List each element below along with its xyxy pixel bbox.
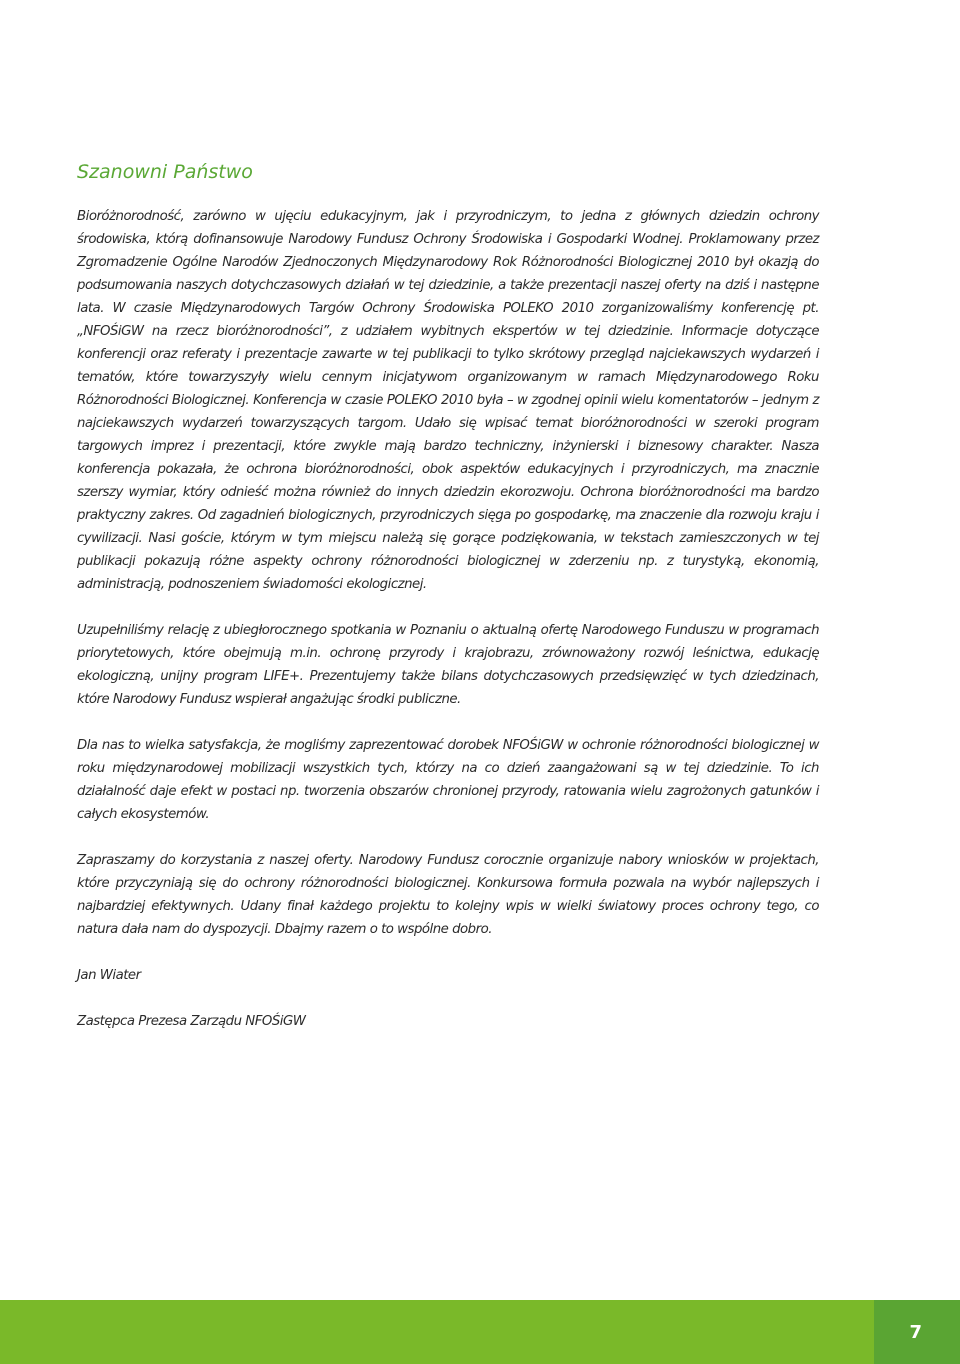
body-text — [77, 205, 819, 1033]
page-heading: Szanowni Państwo — [77, 161, 253, 183]
page-number: 7 — [909, 1322, 922, 1343]
paragraph-invitation: Zapraszamy do korzystania z naszej oferty. Narodowy Fundusz corocznie organizuje nabory wniosków w projektach, które przyczyniają się do ochrony różnorodności biologicznej. Konkursowa formuła pozwala na wybór najlepszych i najbardziej efektywnych. Udany finał każdego projektu to kolejny wpis w wielki światowy proces ochrony tego, co natura dała nam do dyspozycji. Dbajmy razem o to wspólne dobro. — [77, 853, 819, 937]
signature-name: Jan Wiater — [77, 968, 141, 983]
signature-title: Zastępca Prezesa Zarządu NFOŚiGW — [77, 1014, 306, 1029]
paragraph-intro: Bioróżnorodność, zarówno w ujęciu edukacyjnym, jak i przyrodniczym, to jedna z głównych dziedzin ochrony środowiska, którą dofinansowuje Narodowy Fundusz Ochrony Środowiska i Gospodarki Wodnej. Proklamowany przez Zgromadzenie Ogólne Narodów Zjednoczonych Międzynarodowy Rok Różnorodności Biologicznej 2010 był okazją do podsumowania naszych dotychczasowych działań w tej dziedzinie, a także prezentacji naszej oferty na dziś i następne lata. W czasie Międzynarodowych Targów Ochrony Środowiska POLEKO 2010 zorganizowaliśmy konferencję pt. „NFOŚiGW na rzecz bioróżnorodności”, z udziałem wybitnych ekspertów w tej dziedzinie. Informacje dotyczące konferencji oraz referaty i prezentacje zawarte w tej publikacji to tylko skrótowy przegląd najciekawszych wydarzeń i tematów, które towarzyszyły wielu cennym inicjatywom organizowanym w ramach Międzynarodowego Roku Różnorodności Biologicznej. Konferencja w czasie POLEKO 2010 była – w zgodnej opinii wielu komentatorów – jednym z najciekawszych wydarzeń towarzyszących targom. Udało się wpisać temat bioróżnorodności w szeroki program targowych imprez i prezentacji, które zwykle mają bardzo techniczny, inżynierski i biznesowy charakter. Nasza konferencja pokazała, że ochrona bioróżnorodności, obok aspektów edukacyjnych i przyrodniczych, ma znacznie szerszy wymiar, który odnieść można również do innych dziedzin ekorozwoju. Ochrona bioróżnorodności ma bardzo praktyczny zakres. Od zagadnień biologicznych, przyrodniczych sięga po gospodarkę, ma znaczenie dla rozwoju kraju i cywilizacji. Nasi goście, którym w tym miejscu należą się gorące podziękowania, w tekstach zamieszczonych w tej publikacji pokazują różne aspekty ochrony różnorodności biologicznej w zderzeniu np. z turystyką, ekonomią, administracją, podnoszeniem świadomości ekologicznej. — [77, 209, 819, 592]
footer-bar — [0, 1300, 960, 1364]
paragraph-offer: Uzupełniliśmy relację z ubiegłorocznego spotkania w Poznaniu o aktualną ofertę Narodowego Funduszu w programach priorytetowych, które obejmują m.in. ochronę przyrody i krajobrazu, zrównoważony rozwój leśnictwa, edukację ekologiczną, unijny program LIFE+. Prezentujemy także bilans dotychczasowych przedsięwzięć w tych dziedzinach, które Narodowy Fundusz wspierał angażując środki publiczne. — [77, 623, 819, 707]
paragraph-satisfaction: Dla nas to wielka satysfakcja, że mogliśmy zaprezentować dorobek NFOŚiGW w ochronie różnorodności biologicznej w roku międzynarodowej mobilizacji wszystkich tych, którzy na co dzień zaangażowani są w tej dziedzinie. To ich działalność daje efekt w postaci np. tworzenia obszarów chronionej przyrody, ratowania wielu zagrożonych gatunków i całych ekosystemów. — [77, 738, 819, 822]
